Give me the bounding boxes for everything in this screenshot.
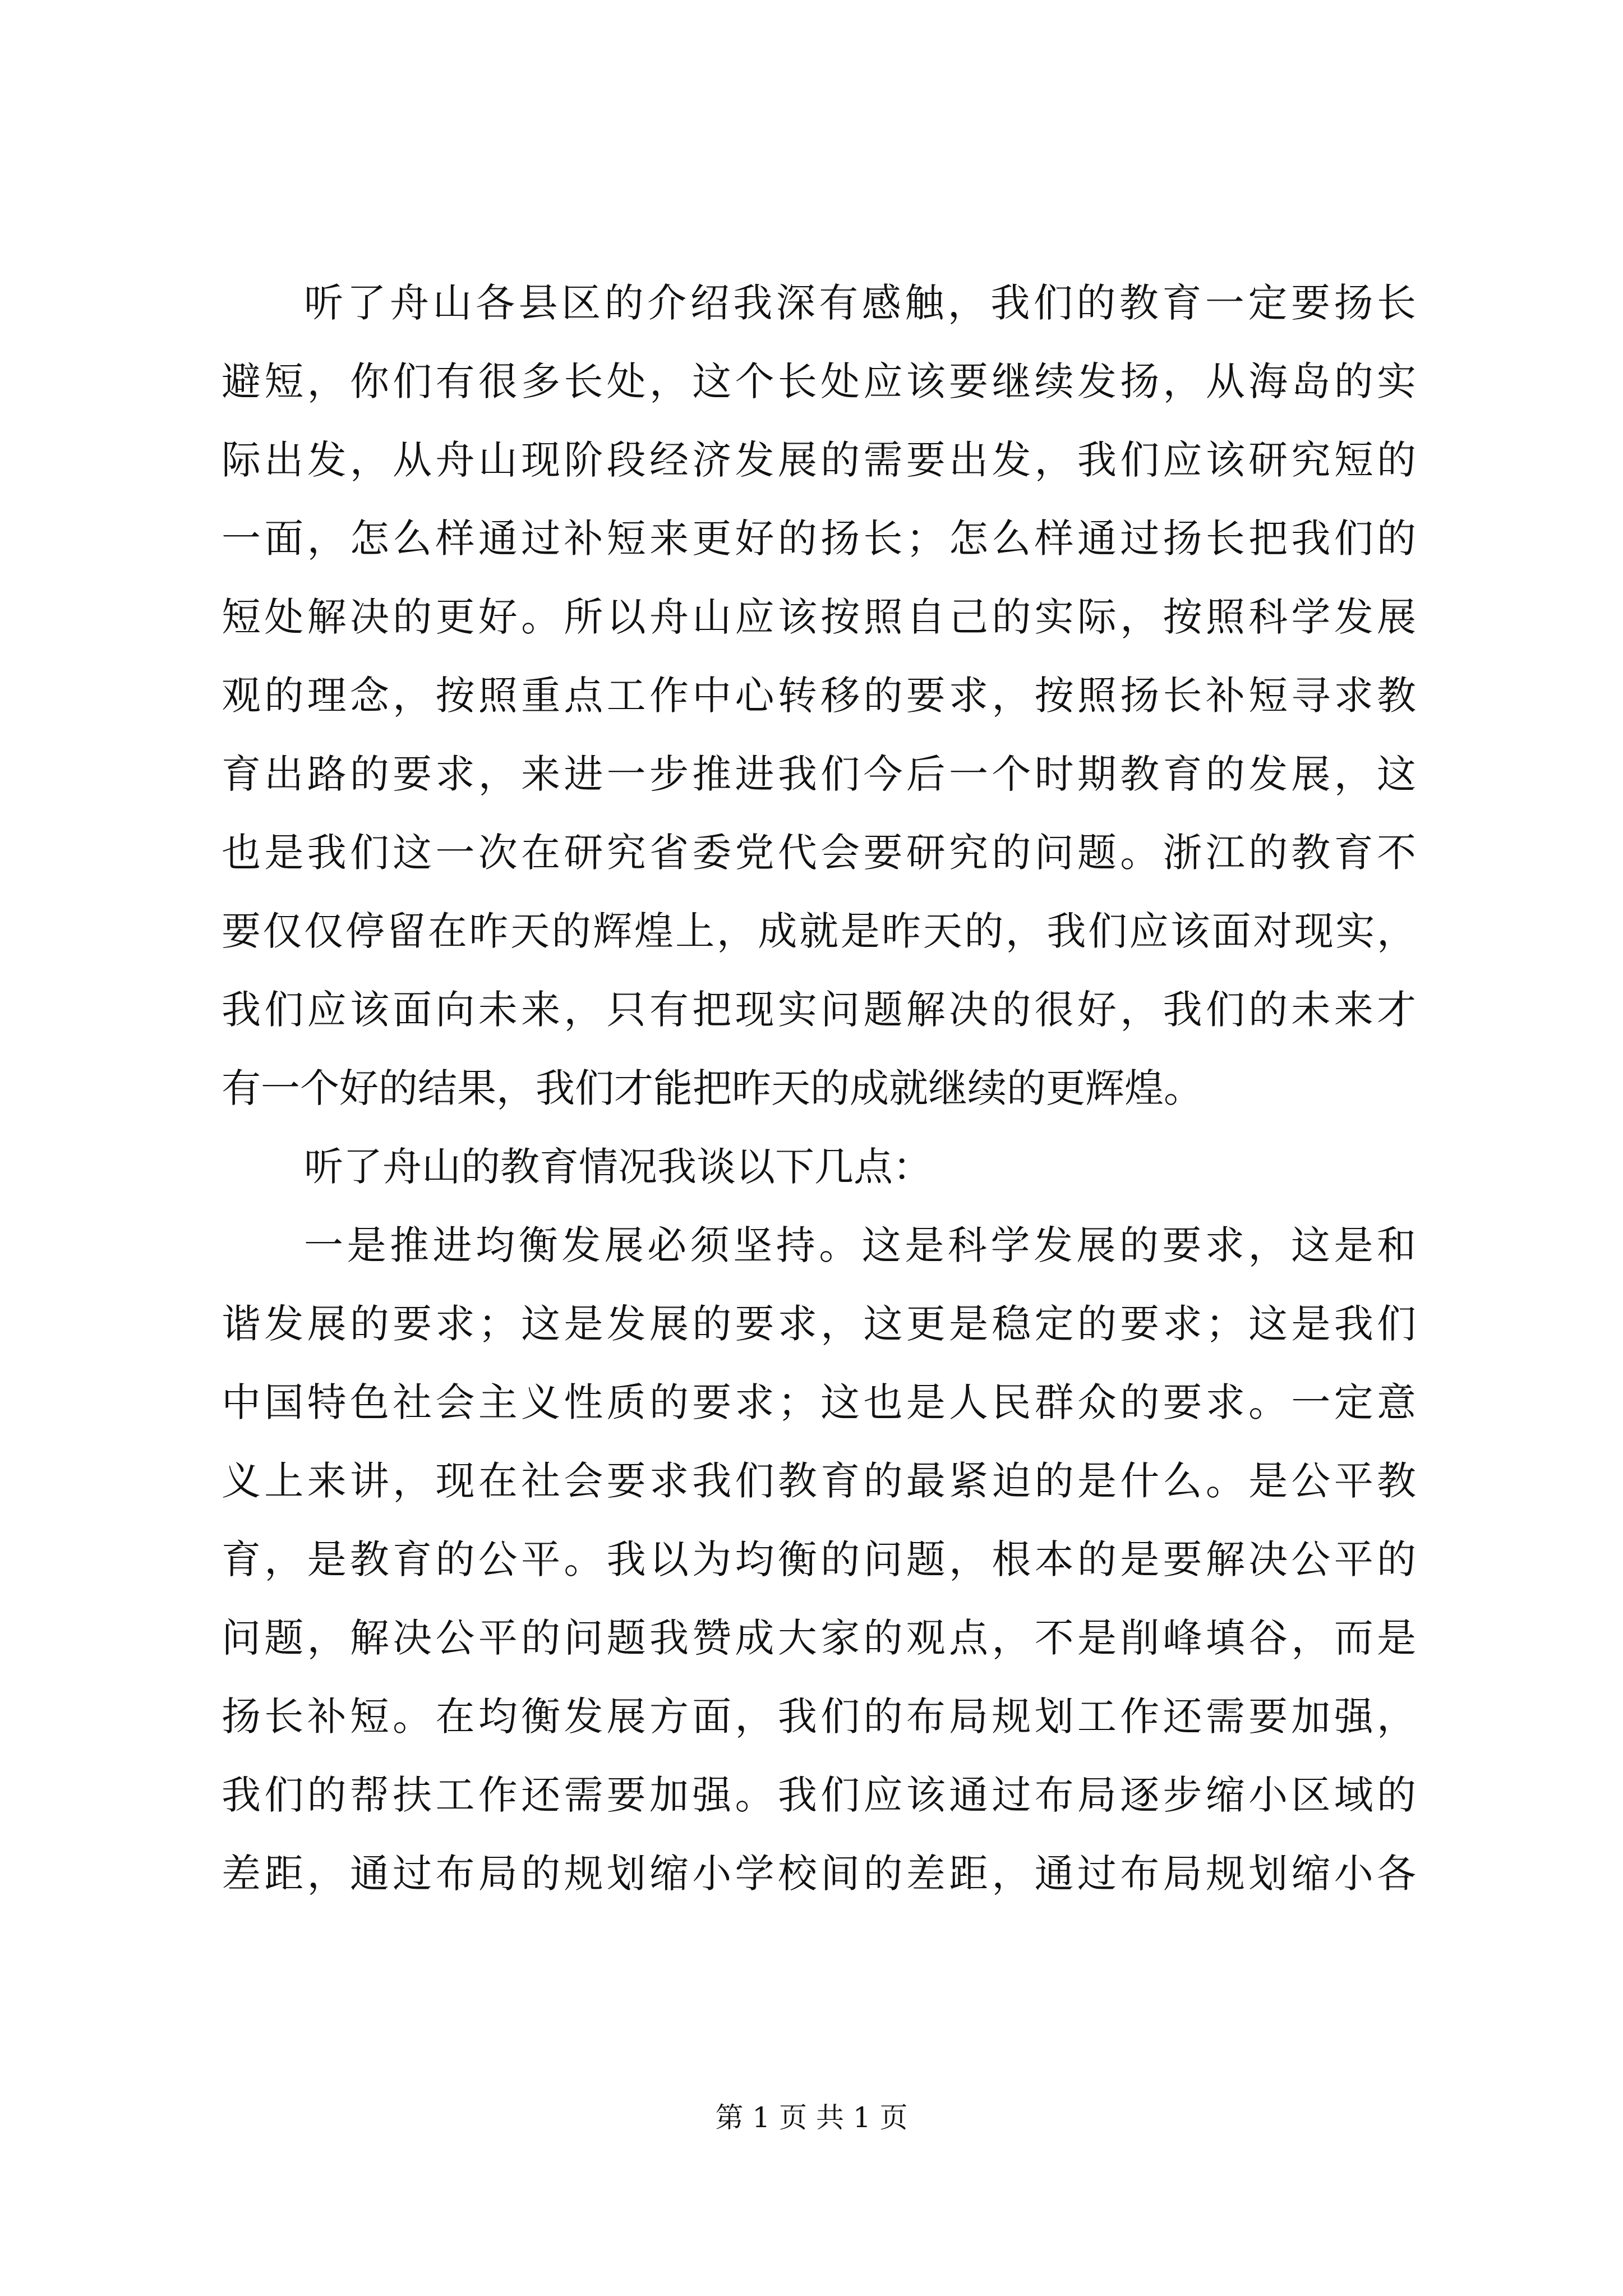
text-line: 差距，通过布局的规划缩小学校间的差距，通过布局规划缩小各: [222, 1851, 1416, 1897]
text-line: 观的理念，按照重点工作中心转移的要求，按照扬长补短寻求教: [222, 673, 1416, 719]
text-line: 有一个好的结果，我们才能把昨天的成就继续的更辉煌。: [222, 1065, 1203, 1111]
text-line: 我们应该面向未来，只有把现实问题解决的很好，我们的未来才: [222, 987, 1416, 1033]
document-body: [222, 264, 1416, 1913]
text-line: 要仅仅停留在昨天的辉煌上，成就是昨天的，我们应该面对现实，: [222, 908, 1416, 954]
paragraph-3: [222, 1206, 1416, 1913]
text-line: 一面，怎么样通过补短来更好的扬长；怎么样通过扬长把我们的: [222, 516, 1416, 562]
text-line: 扬长补短。在均衡发展方面，我们的布局规划工作还需要加强，: [222, 1694, 1416, 1740]
text-line: 听了舟山的教育情况我谈以下几点：: [304, 1144, 932, 1190]
text-line: 际出发，从舟山现阶段经济发展的需要出发，我们应该研究短的: [222, 437, 1416, 483]
paragraph-1: [222, 264, 1416, 1128]
text-line: 育，是教育的公平。我以为均衡的问题，根本的是要解决公平的: [222, 1536, 1416, 1582]
text-line: 听了舟山各县区的介绍我深有感触，我们的教育一定要扬长: [304, 280, 1416, 326]
text-line: 短处解决的更好。所以舟山应该按照自己的实际，按照科学发展: [222, 594, 1416, 640]
text-line: 问题，解决公平的问题我赞成大家的观点，不是削峰填谷，而是: [222, 1615, 1416, 1661]
text-line: 也是我们这一次在研究省委党代会要研究的问题。浙江的教育不: [222, 830, 1416, 876]
text-line: 避短，你们有很多长处，这个长处应该要继续发扬，从海岛的实: [222, 358, 1416, 404]
text-line: 义上来讲，现在社会要求我们教育的最紧迫的是什么。是公平教: [222, 1458, 1416, 1504]
text-line: 中国特色社会主义性质的要求；这也是人民群众的要求。一定意: [222, 1379, 1416, 1425]
paragraph-2: [222, 1128, 1416, 1206]
text-line: 谐发展的要求；这是发展的要求，这更是稳定的要求；这是我们: [222, 1301, 1416, 1347]
text-line: 一是推进均衡发展必须坚持。这是科学发展的要求，这是和: [304, 1222, 1416, 1268]
text-line: 我们的帮扶工作还需要加强。我们应该通过布局逐步缩小区域的: [222, 1772, 1416, 1818]
page-footer: 第 1 页 共 1 页: [715, 2101, 908, 2134]
text-line: 育出路的要求，来进一步推进我们今后一个时期教育的发展，这: [222, 751, 1416, 797]
